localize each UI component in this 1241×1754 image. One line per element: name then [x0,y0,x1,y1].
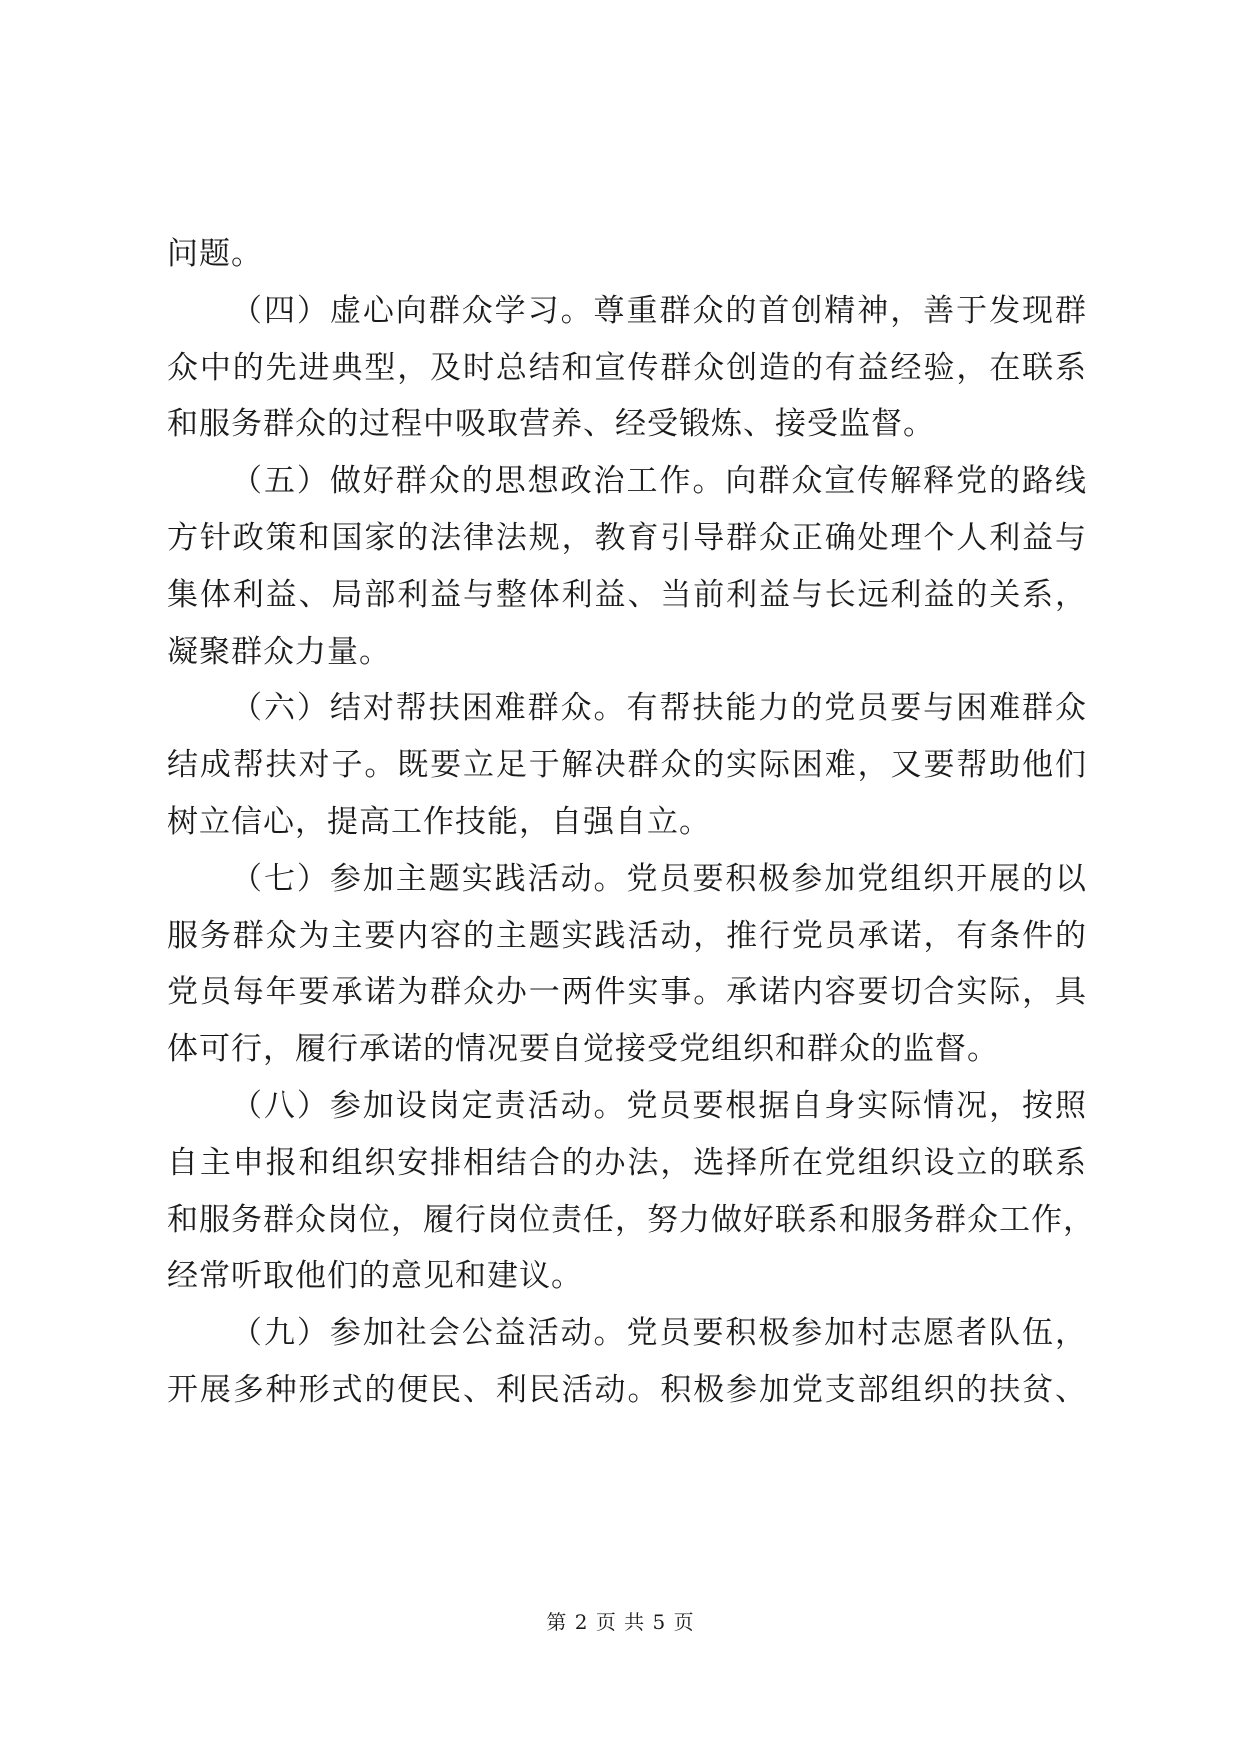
text-line: （五）做好群众的思想政治工作。向群众宣传解释党的路线 [231,463,1087,500]
text-line: 问题。 [167,236,263,272]
text-line: 凝聚群众力量。 [167,633,391,670]
text-line: 体可行，履行承诺的情况要自觉接受党组织和群众的监督。 [167,1031,999,1068]
text-line: 经常听取他们的意见和建议。 [167,1258,583,1295]
text-line: 结成帮扶对子。既要立足于解决群众的实际困难，又要帮助他们 [167,747,1087,784]
text-line: 自主申报和组织安排相结合的办法，选择所在党组织设立的联系 [167,1144,1087,1181]
text-line: 服务群众为主要内容的主题实践活动，推行党员承诺，有条件的 [167,917,1087,954]
text-line: （四）虚心向群众学习。尊重群众的首创精神，善于发现群 [231,292,1087,329]
text-line: 众中的先进典型，及时总结和宣传群众创造的有益经验，在联系 [167,349,1087,386]
text-line: （九）参加社会公益活动。党员要积极参加村志愿者队伍， [231,1315,1087,1352]
text-line: 党员每年要承诺为群众办一两件实事。承诺内容要切合实际，具 [167,974,1087,1011]
text-line: （七）参加主题实践活动。党员要积极参加党组织开展的以 [231,860,1087,897]
text-line: 集体利益、局部利益与整体利益、当前利益与长远利益的关系， [167,576,1087,613]
text-line: 和服务群众的过程中吸取营养、经受锻炼、接受监督。 [167,406,935,443]
text-line: 方针政策和国家的法律法规，教育引导群众正确处理个人利益与 [167,519,1087,556]
text-line: 和服务群众岗位，履行岗位责任，努力做好联系和服务群众工作， [167,1201,1095,1238]
document-body [167,226,1095,1419]
text-line: 开展多种形式的便民、利民活动。积极参加党支部组织的扶贫、 [167,1371,1087,1408]
text-line: （八）参加设岗定责活动。党员要根据自身实际情况，按照 [231,1087,1087,1124]
text-line: （六）结对帮扶困难群众。有帮扶能力的党员要与困难群众 [231,690,1087,727]
text-line: 树立信心，提高工作技能，自强自立。 [167,803,711,840]
page-footer: 第 2 页 共 5 页 [546,1610,695,1634]
